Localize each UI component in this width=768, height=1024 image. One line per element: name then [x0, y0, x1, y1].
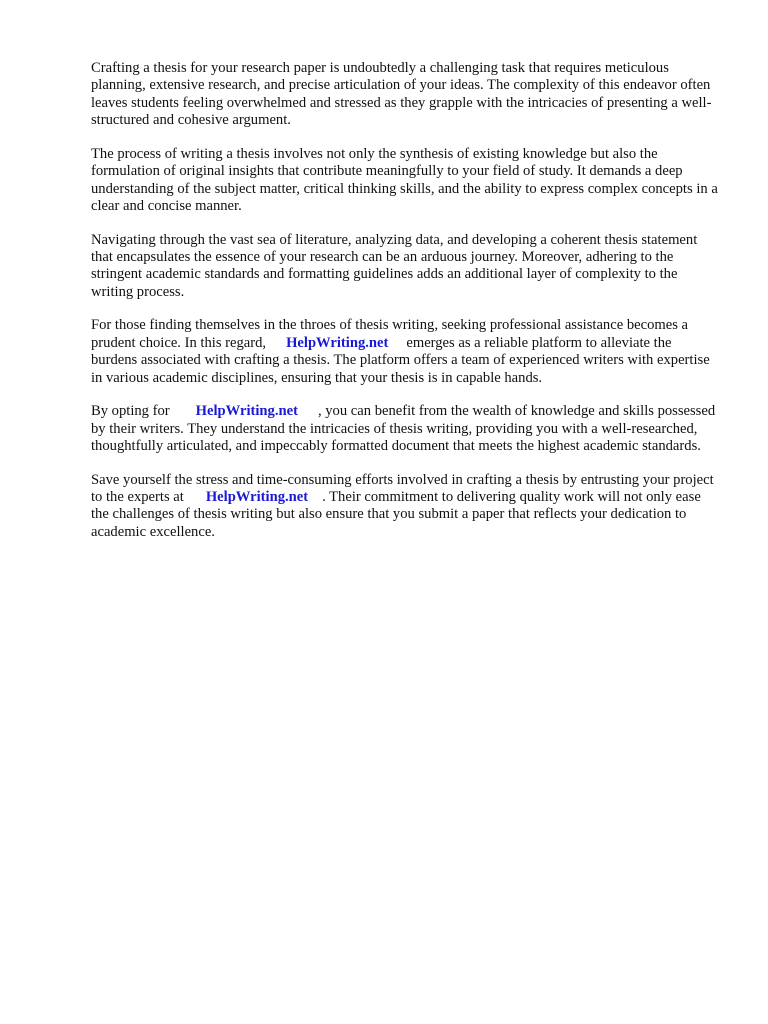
paragraph-assistance	[91, 317, 721, 387]
paragraph-process: The process of writing a thesis involves not only the synthesis of existing knowledge but also the formulation of original insights that contribute meaningfully to your field of study. It demands a deep understanding of the subject matter, critical thinking skills, and the ability to express complex concepts in a clear and concise manner.	[91, 145, 718, 215]
helpwriting-link[interactable]: HelpWriting.net	[205, 489, 309, 506]
paragraph-opting	[91, 403, 721, 455]
paragraph-intro: Crafting a thesis for your research paper is undoubtedly a challenging task that requires meticulous planning, extensive research, and precise articulation of your ideas. The complexity of this endeavor often leaves students feeling overwhelmed and stressed as they grapple with the intricacies of presenting a well-structured and cohesive argument.	[91, 60, 712, 129]
paragraph-conclusion	[91, 472, 721, 542]
paragraph-assistance-text-before: For those finding themselves in the throes of thesis writing, seeking professional assistance becomes a prudent choice. In this regard,	[91, 317, 689, 351]
helpwriting-link[interactable]: HelpWriting.net	[195, 403, 298, 420]
paragraph-conclusion-text-after: . Their commitment to delivering quality work will not only ease the challenges of thesis writing but also ensure that you submit a paper that reflects your dedication to academic excellence.	[91, 489, 701, 540]
document-body	[91, 60, 721, 557]
paragraph-navigating: Navigating through the vast sea of literature, analyzing data, and developing a coherent thesis statement that encapsulates the essence of your research can be an arduous journey. Moreover, adhering to the stringent academic standards and formatting guidelines adds an additional layer of complexity to the writing process.	[91, 231, 698, 300]
helpwriting-link[interactable]: HelpWriting.net	[286, 334, 389, 351]
paragraph-assistance-text-after: emerges as a reliable platform to alleviate the burdens associated with crafting a thesis. The platform offers a team of experienced writers with expertise in various academic disciplines, ensuring that your thesis is in capable hands.	[91, 334, 710, 386]
paragraph-opting-text-after: , you can benefit from the wealth of knowledge and skills possessed by their writers. They understand the intricacies of thesis writing, providing you with a well-researched, thoughtfully articulated, and impeccably formatted document that meets the highest academic standards.	[91, 403, 716, 455]
paragraph-opting-text-before: By opting for	[91, 403, 170, 420]
paragraph-conclusion-text-before: Save yourself the stress and time-consuming efforts involved in crafting a thesis by entrusting your project to the experts at	[91, 471, 714, 506]
